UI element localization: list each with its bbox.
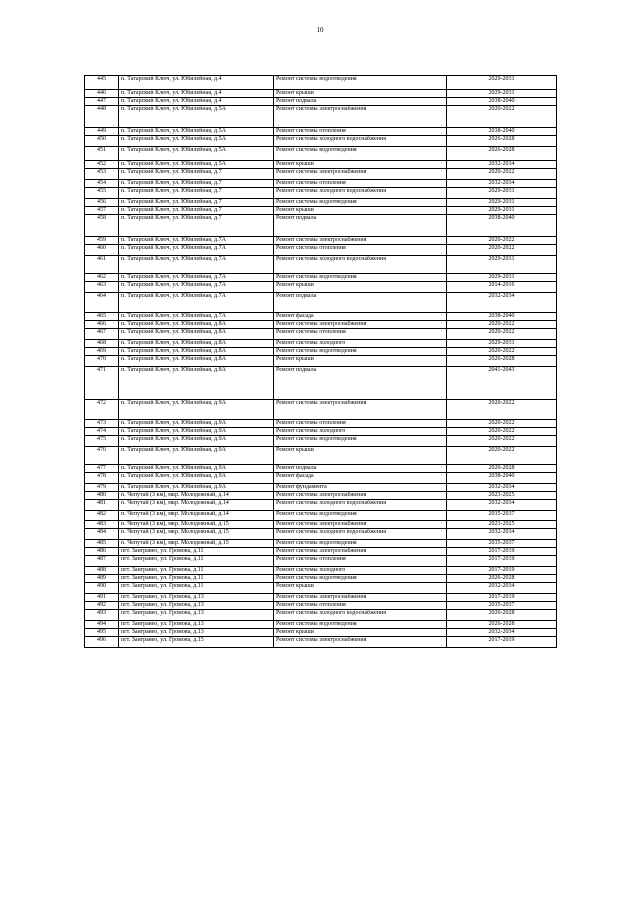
- row-address: п. Чепутай (3 км), мкр. Молодежный, д.15: [119, 540, 274, 548]
- row-period: 2023-2025: [447, 521, 557, 529]
- row-number: 496: [85, 637, 119, 648]
- row-period: 2020-2022: [447, 321, 557, 329]
- row-number: 452: [85, 161, 119, 169]
- row-address: п. Татарский Ключ, ул. Юбилейная, д.7: [119, 215, 274, 237]
- row-address: пгт. Зангравео, ул. Громова, д.11: [119, 567, 274, 575]
- row-work-type: Ремонт крыши: [274, 161, 447, 169]
- row-address: п. Татарский Ключ, ул. Юбилейная, д.8А: [119, 367, 274, 400]
- row-number: 465: [85, 313, 119, 321]
- row-number: 463: [85, 282, 119, 293]
- row-number: 462: [85, 274, 119, 282]
- row-number: 446: [85, 90, 119, 98]
- row-number: 466: [85, 321, 119, 329]
- row-address: пгт. Зангравео, ул. Громова, д.11: [119, 575, 274, 583]
- row-number: 472: [85, 400, 119, 420]
- row-number: 475: [85, 436, 119, 447]
- table-row: [85, 207, 557, 215]
- row-period: 2020-2022: [447, 106, 557, 128]
- table-row: [85, 473, 557, 484]
- row-number: 469: [85, 348, 119, 356]
- row-work-type: Ремонт системы отопления: [274, 245, 447, 256]
- row-number: 461: [85, 256, 119, 274]
- row-number: 487: [85, 556, 119, 567]
- table-row: [85, 90, 557, 98]
- row-period: 2020-2022: [447, 420, 557, 428]
- row-work-type: Ремонт системы холодного водоснабжения: [274, 256, 447, 274]
- row-address: п. Татарский Ключ, ул. Юбилейная, д.9А: [119, 473, 274, 484]
- table-row: [85, 567, 557, 575]
- row-address: п. Татарский Ключ, ул. Юбилейная, д.7А: [119, 282, 274, 293]
- row-number: 478: [85, 473, 119, 484]
- row-period: 2026-2028: [447, 356, 557, 367]
- row-work-type: Ремонт подвала: [274, 215, 447, 237]
- row-work-type: Ремонт системы холодного водоснабжения: [274, 500, 447, 511]
- row-work-type: Ремонт системы водоотведения: [274, 436, 447, 447]
- table-body: [85, 76, 557, 648]
- row-period: 2026-2028: [447, 147, 557, 161]
- row-address: пгт. Зангравео, ул. Громова, д.13: [119, 629, 274, 637]
- row-work-type: Ремонт системы водоотведения: [274, 575, 447, 583]
- row-work-type: Ремонт системы холодного водоснабжения: [274, 529, 447, 540]
- table-row: [85, 106, 557, 128]
- row-number: 459: [85, 237, 119, 245]
- row-work-type: Ремонт системы электроснабжения: [274, 169, 447, 180]
- row-number: 455: [85, 188, 119, 199]
- row-address: п. Татарский Ключ, ул. Юбилейная, д.5А: [119, 128, 274, 136]
- row-address: п. Татарский Ключ, ул. Юбилейная, д.7А: [119, 237, 274, 245]
- row-address: п. Татарский Ключ, ул. Юбилейная, д.7: [119, 207, 274, 215]
- table-row: [85, 169, 557, 180]
- row-number: 470: [85, 356, 119, 367]
- table-row: [85, 428, 557, 436]
- table-row: [85, 147, 557, 161]
- row-number: 479: [85, 484, 119, 492]
- row-period: 2029-2031: [447, 188, 557, 199]
- repair-schedule-table: [84, 75, 557, 648]
- row-address: п. Татарский Ключ, ул. Юбилейная, д.8А: [119, 329, 274, 340]
- row-period: 2020-2022: [447, 237, 557, 245]
- table-row: [85, 594, 557, 602]
- row-number: 483: [85, 521, 119, 529]
- row-period: 2026-2028: [447, 465, 557, 473]
- row-period: 2029-2031: [447, 340, 557, 348]
- table-row: [85, 629, 557, 637]
- row-number: 445: [85, 76, 119, 90]
- row-number: 471: [85, 367, 119, 400]
- table-row: [85, 313, 557, 321]
- row-period: 2029-2031: [447, 256, 557, 274]
- row-address: п. Татарский Ключ, ул. Юбилейная, д.9А: [119, 484, 274, 492]
- row-address: п. Татарский Ключ, ул. Юбилейная, д.5А: [119, 147, 274, 161]
- row-work-type: Ремонт фундамента: [274, 484, 447, 492]
- row-work-type: Ремонт системы холодного: [274, 567, 447, 575]
- row-period: 2029-2031: [447, 76, 557, 90]
- table-row: [85, 98, 557, 106]
- row-work-type: Ремонт системы холодного водоснабжения: [274, 188, 447, 199]
- row-number: 495: [85, 629, 119, 637]
- row-period: 2032-2034: [447, 484, 557, 492]
- row-period: 2020-2022: [447, 400, 557, 420]
- row-period: 2035-2037: [447, 511, 557, 521]
- row-period: 2038-2040: [447, 313, 557, 321]
- row-address: пгт. Зангравео, ул. Громова, д.13: [119, 602, 274, 610]
- page-number: 10: [316, 26, 324, 34]
- row-period: 2038-2040: [447, 98, 557, 106]
- row-period: 2014-2016: [447, 282, 557, 293]
- row-work-type: Ремонт подвала: [274, 367, 447, 400]
- row-work-type: Ремонт крыши: [274, 207, 447, 215]
- row-address: п. Татарский Ключ, ул. Юбилейная, д.7: [119, 199, 274, 207]
- row-period: 2017-2019: [447, 637, 557, 648]
- table-row: [85, 199, 557, 207]
- row-work-type: Ремонт системы водоотведения: [274, 621, 447, 629]
- row-period: 2029-2031: [447, 199, 557, 207]
- row-address: п. Татарский Ключ, ул. Юбилейная, д.7: [119, 188, 274, 199]
- table-row: [85, 256, 557, 274]
- row-address: п. Татарский Ключ, ул. Юбилейная, д.5А: [119, 106, 274, 128]
- row-period: 2032-2034: [447, 161, 557, 169]
- row-address: п. Татарский Ключ, ул. Юбилейная, д.8А: [119, 348, 274, 356]
- row-period: 2026-2028: [447, 136, 557, 147]
- table-row: [85, 367, 557, 400]
- row-work-type: Ремонт системы водоотведения: [274, 76, 447, 90]
- row-address: п. Татарский Ключ, ул. Юбилейная, д.9А: [119, 436, 274, 447]
- row-number: 460: [85, 245, 119, 256]
- row-period: 2020-2022: [447, 428, 557, 436]
- table-row: [85, 540, 557, 548]
- row-work-type: Ремонт крыши: [274, 90, 447, 98]
- row-address: п. Татарский Ключ, ул. Юбилейная, д.8А: [119, 356, 274, 367]
- row-work-type: Ремонт крыши: [274, 583, 447, 594]
- table-row: [85, 356, 557, 367]
- row-address: п. Чепутай (3 км), мкр. Молодежный, д.15: [119, 529, 274, 540]
- table-row: [85, 400, 557, 420]
- row-period: 2017-2019: [447, 594, 557, 602]
- row-work-type: Ремонт системы электроснабжения: [274, 321, 447, 329]
- row-work-type: Ремонт системы водоотведения: [274, 199, 447, 207]
- row-address: п. Татарский Ключ, ул. Юбилейная, д.7А: [119, 293, 274, 313]
- row-period: 2032-2034: [447, 293, 557, 313]
- table-row: [85, 484, 557, 492]
- row-number: 447: [85, 98, 119, 106]
- row-work-type: Ремонт системы электроснабжения: [274, 492, 447, 500]
- row-number: 457: [85, 207, 119, 215]
- table-row: [85, 340, 557, 348]
- row-work-type: Ремонт системы электроснабжения: [274, 237, 447, 245]
- table-row: [85, 76, 557, 90]
- row-number: 482: [85, 511, 119, 521]
- row-number: 468: [85, 340, 119, 348]
- table-row: [85, 420, 557, 428]
- row-number: 484: [85, 529, 119, 540]
- row-address: п. Чепутай (3 км), мкр. Молодежный, д.14: [119, 492, 274, 500]
- row-work-type: Ремонт фасада: [274, 473, 447, 484]
- row-address: п. Татарский Ключ, ул. Юбилейная, д.4: [119, 76, 274, 90]
- row-period: 2020-2022: [447, 348, 557, 356]
- row-number: 467: [85, 329, 119, 340]
- row-address: п. Татарский Ключ, ул. Юбилейная, д.4: [119, 90, 274, 98]
- row-address: п. Татарский Ключ, ул. Юбилейная, д.9А: [119, 465, 274, 473]
- row-number: 494: [85, 621, 119, 629]
- table-row: [85, 511, 557, 521]
- row-number: 448: [85, 106, 119, 128]
- row-work-type: Ремонт системы электроснабжения: [274, 637, 447, 648]
- row-work-type: Ремонт крыши: [274, 629, 447, 637]
- table-row: [85, 610, 557, 621]
- row-work-type: Ремонт системы электроснабжения: [274, 106, 447, 128]
- row-period: 2020-2022: [447, 329, 557, 340]
- row-period: 2035-2037: [447, 602, 557, 610]
- row-address: пгт. Зангравео, ул. Громова, д.13: [119, 621, 274, 629]
- row-period: 2017-2019: [447, 567, 557, 575]
- row-work-type: Ремонт системы водоотведения: [274, 540, 447, 548]
- row-period: 2020-2022: [447, 436, 557, 447]
- row-period: 2026-2028: [447, 621, 557, 629]
- row-work-type: Ремонт подвала: [274, 465, 447, 473]
- row-period: 2038-2040: [447, 473, 557, 484]
- row-work-type: Ремонт крыши: [274, 356, 447, 367]
- row-period: 2029-2031: [447, 90, 557, 98]
- row-address: п. Татарский Ключ, ул. Юбилейная, д.4: [119, 98, 274, 106]
- table-row: [85, 621, 557, 629]
- row-work-type: Ремонт системы холодного: [274, 428, 447, 436]
- row-address: п. Татарский Ключ, ул. Юбилейная, д.8А: [119, 340, 274, 348]
- row-period: 2032-2034: [447, 629, 557, 637]
- table-row: [85, 237, 557, 245]
- row-work-type: Ремонт системы отопления: [274, 128, 447, 136]
- row-number: 480: [85, 492, 119, 500]
- row-period: 2032-2034: [447, 529, 557, 540]
- table-row: [85, 583, 557, 594]
- row-work-type: Ремонт системы отопления: [274, 180, 447, 188]
- row-work-type: Ремонт системы холодного водоснабжения: [274, 136, 447, 147]
- table-row: [85, 136, 557, 147]
- row-work-type: Ремонт фасада: [274, 313, 447, 321]
- row-number: 473: [85, 420, 119, 428]
- row-address: п. Чепутай (3 км), мкр. Молодежный, д.14: [119, 511, 274, 521]
- table-row: [85, 492, 557, 500]
- row-work-type: Ремонт крыши: [274, 282, 447, 293]
- row-number: 456: [85, 199, 119, 207]
- table-row: [85, 348, 557, 356]
- row-number: 493: [85, 610, 119, 621]
- table-row: [85, 548, 557, 556]
- row-address: пгт. Зангравео, ул. Громова, д.11: [119, 548, 274, 556]
- row-address: пгт. Зангравео, ул. Громова, д.13: [119, 610, 274, 621]
- table-row: [85, 575, 557, 583]
- row-number: 492: [85, 602, 119, 610]
- row-period: 2035-2037: [447, 540, 557, 548]
- table-row: [85, 637, 557, 648]
- row-work-type: Ремонт системы отопления: [274, 556, 447, 567]
- row-address: п. Татарский Ключ, ул. Юбилейная, д.5А: [119, 136, 274, 147]
- table-row: [85, 215, 557, 237]
- row-address: п. Татарский Ключ, ул. Юбилейная, д.7: [119, 169, 274, 180]
- table-row: [85, 329, 557, 340]
- row-period: 2026-2028: [447, 575, 557, 583]
- row-number: 485: [85, 540, 119, 548]
- row-work-type: Ремонт крыши: [274, 447, 447, 465]
- table-row: [85, 436, 557, 447]
- row-number: 486: [85, 548, 119, 556]
- row-number: 489: [85, 575, 119, 583]
- row-address: п. Татарский Ключ, ул. Юбилейная, д.7: [119, 180, 274, 188]
- table-row: [85, 274, 557, 282]
- row-address: п. Татарский Ключ, ул. Юбилейная, д.9А: [119, 447, 274, 465]
- row-work-type: Ремонт системы отопления: [274, 420, 447, 428]
- row-work-type: Ремонт системы водоотведения: [274, 511, 447, 521]
- row-number: 458: [85, 215, 119, 237]
- row-address: п. Чепутай (3 км), мкр. Молодежный, д.14: [119, 500, 274, 511]
- row-work-type: Ремонт системы холодного водоснабжения: [274, 610, 447, 621]
- table-row: [85, 128, 557, 136]
- table-row: [85, 282, 557, 293]
- row-period: 2032-2034: [447, 583, 557, 594]
- table-row: [85, 465, 557, 473]
- row-address: п. Татарский Ключ, ул. Юбилейная, д.8А: [119, 321, 274, 329]
- table-row: [85, 245, 557, 256]
- row-number: 477: [85, 465, 119, 473]
- table-row: [85, 321, 557, 329]
- row-period: 2038-2040: [447, 128, 557, 136]
- row-number: 451: [85, 147, 119, 161]
- row-period: 2032-2034: [447, 500, 557, 511]
- row-number: 490: [85, 583, 119, 594]
- row-number: 453: [85, 169, 119, 180]
- table-row: [85, 556, 557, 567]
- row-address: п. Татарский Ключ, ул. Юбилейная, д.9А: [119, 420, 274, 428]
- table-row: [85, 529, 557, 540]
- row-period: 2023-2025: [447, 492, 557, 500]
- row-work-type: Ремонт системы электроснабжения: [274, 521, 447, 529]
- row-period: 2017-2019: [447, 556, 557, 567]
- row-work-type: Ремонт системы электроснабжения: [274, 594, 447, 602]
- row-number: 476: [85, 447, 119, 465]
- row-work-type: Ремонт системы электроснабжения: [274, 548, 447, 556]
- row-work-type: Ремонт системы водоотведения: [274, 147, 447, 161]
- row-work-type: Ремонт подвала: [274, 98, 447, 106]
- table-row: [85, 293, 557, 313]
- row-number: 491: [85, 594, 119, 602]
- row-number: 449: [85, 128, 119, 136]
- row-number: 488: [85, 567, 119, 575]
- row-address: п. Чепутай (3 км), мкр. Молодежный, д.15: [119, 521, 274, 529]
- row-address: пгт. Зангравео, ул. Громова, д.15: [119, 637, 274, 648]
- row-address: п. Татарский Ключ, ул. Юбилейная, д.7А: [119, 245, 274, 256]
- row-period: 2029-2031: [447, 207, 557, 215]
- row-work-type: Ремонт системы отопления: [274, 329, 447, 340]
- row-address: п. Татарский Ключ, ул. Юбилейная, д.7А: [119, 256, 274, 274]
- row-work-type: Ремонт системы отопления: [274, 602, 447, 610]
- table-row: [85, 447, 557, 465]
- row-work-type: Ремонт системы водоотведения: [274, 348, 447, 356]
- table-row: [85, 521, 557, 529]
- row-number: 450: [85, 136, 119, 147]
- row-address: пгт. Зангравео, ул. Громова, д.11: [119, 556, 274, 567]
- row-period: 2029-2031: [447, 274, 557, 282]
- table-row: [85, 500, 557, 511]
- row-number: 454: [85, 180, 119, 188]
- row-work-type: Ремонт системы водоотведения: [274, 274, 447, 282]
- row-address: пгт. Зангравео, ул. Громова, д.13: [119, 594, 274, 602]
- row-address: п. Татарский Ключ, ул. Юбилейная, д.5А: [119, 161, 274, 169]
- row-period: 2020-2022: [447, 245, 557, 256]
- row-period: 2032-2034: [447, 180, 557, 188]
- row-address: п. Татарский Ключ, ул. Юбилейная, д.9А: [119, 428, 274, 436]
- table-row: [85, 188, 557, 199]
- row-period: 2026-2028: [447, 610, 557, 621]
- row-period: 2038-2040: [447, 215, 557, 237]
- table-row: [85, 161, 557, 169]
- row-address: п. Татарский Ключ, ул. Юбилейная, д.7А: [119, 313, 274, 321]
- row-period: 2017-2019: [447, 548, 557, 556]
- row-number: 464: [85, 293, 119, 313]
- row-number: 481: [85, 500, 119, 511]
- row-period: 2020-2022: [447, 447, 557, 465]
- row-work-type: Ремонт системы холодного: [274, 340, 447, 348]
- row-period: 2041-2043: [447, 367, 557, 400]
- row-address: п. Татарский Ключ, ул. Юбилейная, д.7А: [119, 274, 274, 282]
- row-address: п. Татарский Ключ, ул. Юбилейная, д.9А: [119, 400, 274, 420]
- table-row: [85, 602, 557, 610]
- row-work-type: Ремонт подвала: [274, 293, 447, 313]
- row-period: 2020-2022: [447, 169, 557, 180]
- row-work-type: Ремонт системы электроснабжения: [274, 400, 447, 420]
- table-row: [85, 180, 557, 188]
- row-number: 474: [85, 428, 119, 436]
- row-address: пгт. Зангравео, ул. Громова, д.11: [119, 583, 274, 594]
